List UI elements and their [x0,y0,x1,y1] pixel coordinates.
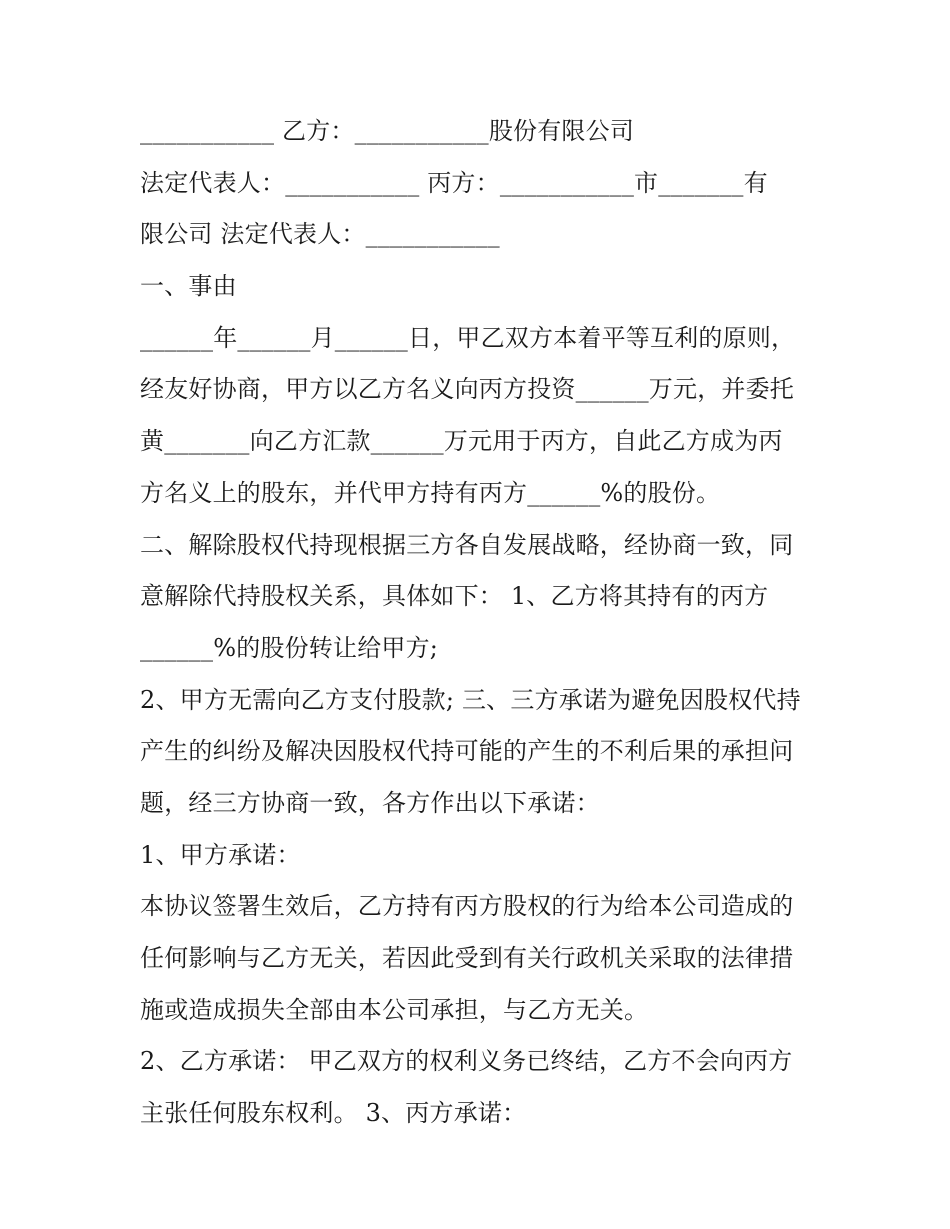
text-line: 1、甲方承诺： [140,840,301,869]
text-line: 法定代表人：___________ 丙方：___________市_______有 [140,168,768,197]
text-line: 限公司 法定代表人：___________ [140,220,500,249]
text-line: 黄_______向乙方汇款______万元用于丙方，自此乙方成为丙 [140,427,783,456]
text-line: 主张任何股东权利。 3、丙方承诺： [140,1099,527,1128]
text-line: 方名义上的股东，并代甲方持有丙方______%的股份。 [140,478,721,507]
text-line: ______%的股份转让给甲方; [140,633,439,662]
text-line: 2、乙方承诺： 甲乙双方的权利义务已终结，乙方不会向丙方 [140,1047,793,1076]
text-line: 2、甲方无需向乙方支付股款; 三、三方承诺为避免因股权代持 [140,685,801,714]
text-line: 经友好协商，甲方以乙方名义向丙方投资______万元，并委托 [140,375,794,404]
section-heading: 一、事由 [140,272,237,301]
text-line: ______年______月______日，甲乙双方本着平等互利的原则， [140,323,796,352]
text-line: 施或造成损失全部由本公司承担，与乙方无关。 [140,995,649,1024]
section-heading: 二、解除股权代持现根据三方各自发展战略，经协商一致，同 [140,530,794,559]
text-line: 任何影响与乙方无关，若因此受到有关行政机关采取的法律措 [140,944,794,972]
text-line: 产生的纠纷及解决因股权代持可能的产生的不利后果的承担问 [140,737,794,766]
text-line: ___________ 乙方：___________股份有限公司 [140,117,635,145]
text-line: 意解除代持股权关系，具体如下： 1、乙方将其持有的丙方 [140,582,769,611]
text-line: 本协议签署生效后，乙方持有丙方股权的行为给本公司造成的 [140,892,794,921]
document-body [140,106,830,1140]
text-line: 题，经三方协商一致，各方作出以下承诺： [140,788,600,817]
